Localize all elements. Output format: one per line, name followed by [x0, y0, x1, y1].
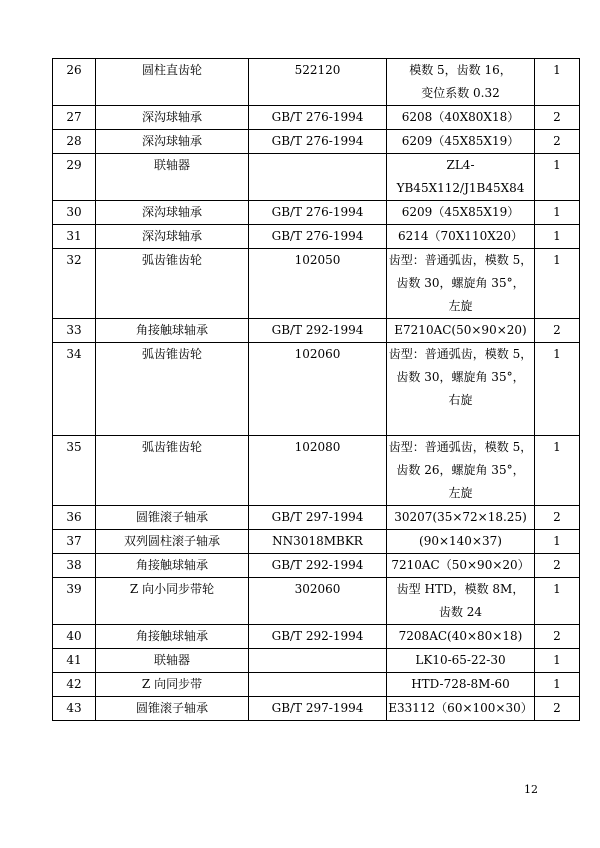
- spec-cell: [387, 697, 535, 721]
- spec-cell: [387, 130, 535, 154]
- spec-line: 6209（45X85X19）: [401, 134, 520, 148]
- part-name-cell: Z 向小同步带轮: [96, 578, 249, 625]
- quantity-cell: 1: [535, 154, 580, 201]
- spec-cell: [387, 225, 535, 249]
- table-row: [53, 625, 580, 649]
- spec-line: 齿型 HTD，模数 8M，: [396, 582, 525, 596]
- part-code-cell: 102050: [249, 249, 387, 319]
- spec-line: 模数 5，齿数 16，: [409, 63, 512, 77]
- quantity-cell: 2: [535, 554, 580, 578]
- row-number-cell: 34: [53, 343, 96, 436]
- row-number-cell: 29: [53, 154, 96, 201]
- part-code-cell: GB/T 276-1994: [249, 201, 387, 225]
- table-row: [53, 319, 580, 343]
- row-number-cell: 35: [53, 436, 96, 506]
- part-code-cell: GB/T 297-1994: [249, 506, 387, 530]
- table-row: [53, 578, 580, 625]
- spec-line: 齿数 24: [438, 605, 483, 619]
- parts-table: [52, 58, 580, 721]
- table-row: [53, 530, 580, 554]
- part-code-cell: GB/T 292-1994: [249, 554, 387, 578]
- table-row: [53, 59, 580, 106]
- row-number-cell: 43: [53, 697, 96, 721]
- table-row: [53, 154, 580, 201]
- row-number-cell: 31: [53, 225, 96, 249]
- spec-cell: [387, 343, 535, 436]
- quantity-cell: 1: [535, 343, 580, 436]
- row-number-cell: 38: [53, 554, 96, 578]
- spec-line: 6208（40X80X18）: [401, 110, 520, 124]
- part-code-cell: GB/T 297-1994: [249, 697, 387, 721]
- part-name-cell: 圆锥滚子轴承: [96, 506, 249, 530]
- quantity-cell: 2: [535, 319, 580, 343]
- spec-line: 齿数 30，螺旋角 35°，: [396, 370, 525, 384]
- spec-line: ZL4-: [446, 158, 475, 172]
- part-name-cell: 深沟球轴承: [96, 130, 249, 154]
- quantity-cell: 1: [535, 649, 580, 673]
- table-row: [53, 106, 580, 130]
- spec-line: 6214（70X110X20）: [397, 229, 524, 243]
- quantity-cell: 1: [535, 436, 580, 506]
- page-number: 12: [524, 783, 538, 796]
- table-row: [53, 436, 580, 506]
- spec-cell: [387, 649, 535, 673]
- spec-cell: [387, 673, 535, 697]
- row-number-cell: 42: [53, 673, 96, 697]
- part-code-cell: 302060: [249, 578, 387, 625]
- spec-line: 7208AC(40×80×18): [398, 629, 523, 643]
- spec-line: YB45X112/J1B45X84: [396, 181, 525, 195]
- part-name-cell: 圆柱直齿轮: [96, 59, 249, 106]
- quantity-cell: 1: [535, 578, 580, 625]
- row-number-cell: 32: [53, 249, 96, 319]
- part-name-cell: 联轴器: [96, 154, 249, 201]
- part-code-cell: NN3018MBKR: [249, 530, 387, 554]
- table-row: [53, 225, 580, 249]
- quantity-cell: 1: [535, 201, 580, 225]
- part-name-cell: 双列圆柱滚子轴承: [96, 530, 249, 554]
- spec-cell: [387, 578, 535, 625]
- spec-line: 左旋: [448, 486, 473, 500]
- spec-line: HTD-728-8M-60: [411, 677, 510, 691]
- part-name-cell: 弧齿锥齿轮: [96, 343, 249, 436]
- table-row: [53, 130, 580, 154]
- row-number-cell: 37: [53, 530, 96, 554]
- spec-cell: [387, 154, 535, 201]
- part-code-cell: 102060: [249, 343, 387, 436]
- part-code-cell: GB/T 276-1994: [249, 225, 387, 249]
- spec-cell: [387, 249, 535, 319]
- quantity-cell: 2: [535, 697, 580, 721]
- row-number-cell: 26: [53, 59, 96, 106]
- quantity-cell: 2: [535, 106, 580, 130]
- spec-cell: [387, 506, 535, 530]
- row-number-cell: 30: [53, 201, 96, 225]
- spec-line: 6209（45X85X19）: [401, 205, 520, 219]
- quantity-cell: 1: [535, 59, 580, 106]
- spec-line: E33112（60×100×30）: [388, 701, 533, 715]
- part-name-cell: 圆锥滚子轴承: [96, 697, 249, 721]
- table-row: [53, 554, 580, 578]
- spec-line: 7210AC（50×90×20）: [391, 558, 530, 572]
- row-number-cell: 27: [53, 106, 96, 130]
- spec-cell: [387, 530, 535, 554]
- spec-line: 30207(35×72×18.25): [394, 510, 527, 524]
- spec-line: 齿型：普通弧齿，模数 5，: [388, 440, 533, 454]
- row-number-cell: 40: [53, 625, 96, 649]
- quantity-cell: 1: [535, 673, 580, 697]
- quantity-cell: 2: [535, 625, 580, 649]
- spec-line: 齿数 30，螺旋角 35°，: [396, 276, 525, 290]
- spec-line: E7210AC(50×90×20): [394, 323, 527, 337]
- part-name-cell: 角接触球轴承: [96, 554, 249, 578]
- part-code-cell: GB/T 292-1994: [249, 625, 387, 649]
- part-name-cell: 角接触球轴承: [96, 319, 249, 343]
- part-name-cell: 深沟球轴承: [96, 106, 249, 130]
- table-row: [53, 506, 580, 530]
- part-name-cell: 弧齿锥齿轮: [96, 436, 249, 506]
- quantity-cell: 1: [535, 225, 580, 249]
- part-name-cell: 角接触球轴承: [96, 625, 249, 649]
- table-row: [53, 201, 580, 225]
- table-row: [53, 649, 580, 673]
- quantity-cell: 2: [535, 506, 580, 530]
- row-number-cell: 41: [53, 649, 96, 673]
- row-number-cell: 39: [53, 578, 96, 625]
- part-code-cell: [249, 649, 387, 673]
- quantity-cell: 1: [535, 249, 580, 319]
- spec-line: 齿数 26，螺旋角 35°，: [396, 463, 525, 477]
- spec-line: 齿型：普通弧齿，模数 5，: [388, 253, 533, 267]
- table-row: [53, 249, 580, 319]
- spec-line: 变位系数 0.32: [421, 86, 500, 100]
- quantity-cell: 2: [535, 130, 580, 154]
- part-name-cell: Z 向同步带: [96, 673, 249, 697]
- part-code-cell: GB/T 276-1994: [249, 130, 387, 154]
- part-name-cell: 深沟球轴承: [96, 225, 249, 249]
- part-code-cell: GB/T 292-1994: [249, 319, 387, 343]
- parts-table-body: [53, 59, 580, 721]
- part-code-cell: [249, 673, 387, 697]
- spec-cell: [387, 554, 535, 578]
- part-code-cell: 102080: [249, 436, 387, 506]
- table-row: [53, 673, 580, 697]
- spec-line: 左旋: [448, 299, 473, 313]
- spec-cell: [387, 625, 535, 649]
- part-code-cell: GB/T 276-1994: [249, 106, 387, 130]
- spec-cell: [387, 201, 535, 225]
- row-number-cell: 33: [53, 319, 96, 343]
- table-row: [53, 697, 580, 721]
- part-name-cell: 深沟球轴承: [96, 201, 249, 225]
- spec-cell: [387, 106, 535, 130]
- spec-line: [387, 412, 534, 435]
- part-name-cell: 弧齿锥齿轮: [96, 249, 249, 319]
- part-name-cell: 联轴器: [96, 649, 249, 673]
- spec-line: 齿型：普通弧齿，模数 5，: [388, 347, 533, 361]
- row-number-cell: 28: [53, 130, 96, 154]
- table-row: [53, 343, 580, 436]
- part-code-cell: 522120: [249, 59, 387, 106]
- row-number-cell: 36: [53, 506, 96, 530]
- part-code-cell: [249, 154, 387, 201]
- spec-cell: [387, 59, 535, 106]
- spec-cell: [387, 319, 535, 343]
- spec-cell: [387, 436, 535, 506]
- spec-line: LK10-65-22-30: [415, 653, 506, 667]
- quantity-cell: 1: [535, 530, 580, 554]
- spec-line: 右旋: [448, 393, 473, 407]
- spec-line: (90×140×37): [419, 534, 502, 548]
